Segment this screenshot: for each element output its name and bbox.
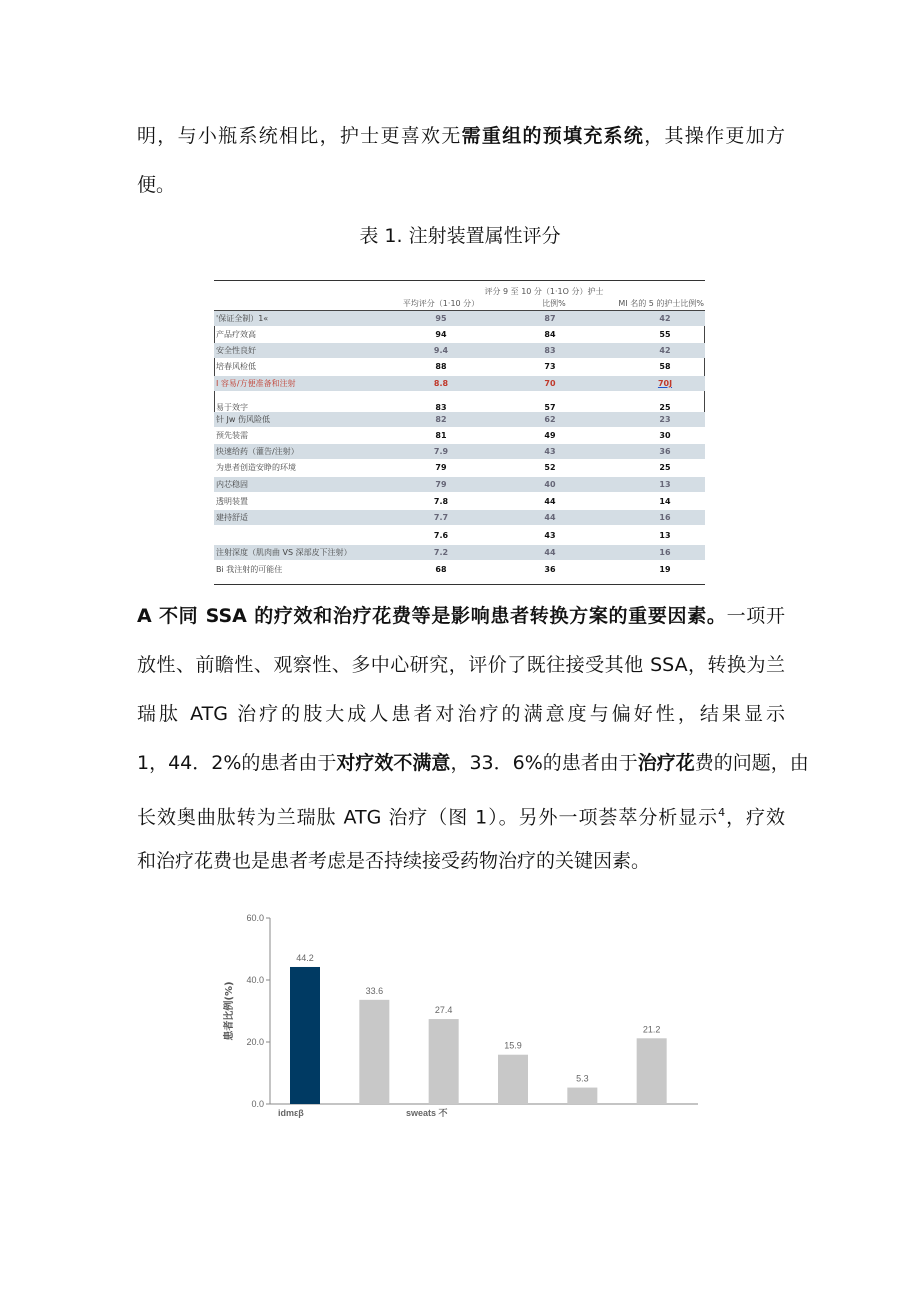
bar bbox=[637, 1038, 667, 1104]
y-tick-label: 40.0 bbox=[246, 975, 264, 985]
table-row bbox=[214, 343, 705, 358]
table-caption: 表 1. 注射装置属性评分 bbox=[359, 225, 561, 247]
body-line-3: 瑞肽 ATG 治疗的肢大成人患者对治疗的满意度与偏好性，结果显示 bbox=[137, 703, 785, 725]
body-line-6: 和治疗花费也是患者考虑是否持续接受药物治疗的关键因素。 bbox=[137, 850, 651, 872]
x-tick-label: sweats 不 bbox=[406, 1108, 448, 1118]
intro-paragraph bbox=[137, 112, 785, 210]
top5-ratio-value: 70J bbox=[657, 379, 673, 388]
bar-value-label: 33.6 bbox=[365, 985, 384, 996]
bar bbox=[290, 967, 320, 1104]
ratio-value: 40 bbox=[544, 480, 556, 489]
intro-text: 明，与小瓶系统相比，护士更喜欢无 bbox=[137, 125, 462, 147]
row-label: 产品疗效高 bbox=[216, 330, 256, 339]
row-label: 内芯稳固 bbox=[216, 480, 248, 489]
mean-score-value: 88 bbox=[435, 362, 447, 371]
ratio-value: 70 bbox=[544, 379, 556, 388]
body-line-4 bbox=[137, 739, 809, 788]
bar bbox=[498, 1055, 528, 1104]
row-label: I 容易/方便准备和注射 bbox=[216, 379, 296, 388]
mean-score-value: 83 bbox=[435, 403, 447, 412]
body-line-5 bbox=[137, 788, 785, 837]
row-label: 注射深度（肌肉曲 VS 深部皮下注射） bbox=[216, 548, 352, 557]
table-row bbox=[214, 376, 705, 391]
mean-score-value: 81 bbox=[435, 431, 447, 440]
attribute-table bbox=[214, 280, 705, 585]
top5-ratio-value: 19 bbox=[659, 565, 671, 574]
bar-chart-svg bbox=[210, 905, 710, 1118]
bar bbox=[429, 1019, 459, 1104]
table-row bbox=[214, 444, 705, 459]
mean-score-value: 7.8 bbox=[433, 497, 449, 506]
bar bbox=[359, 1000, 389, 1104]
top5-ratio-value: 58 bbox=[659, 362, 671, 371]
row-label: Bi 我注射的可能住 bbox=[216, 565, 283, 574]
table-row bbox=[214, 545, 705, 560]
ratio-value: 43 bbox=[544, 531, 556, 540]
top5-ratio-value: 42 bbox=[659, 346, 671, 355]
row-label: 预先装需 bbox=[216, 431, 248, 440]
mean-score-value: 7.7 bbox=[433, 513, 449, 522]
row-label: '保证全制）1« bbox=[216, 314, 269, 323]
footnote-ref: 4 bbox=[718, 806, 726, 819]
top5-ratio-value: 36 bbox=[659, 447, 671, 456]
ratio-value: 44 bbox=[544, 497, 556, 506]
ratio-value: 44 bbox=[544, 513, 556, 522]
y-tick-label: 60.0 bbox=[246, 913, 264, 923]
mean-score-value: 9.4 bbox=[433, 346, 449, 355]
mean-score-value: 94 bbox=[435, 330, 447, 339]
top5-ratio-value: 13 bbox=[659, 531, 671, 540]
header-ratio: 比例% bbox=[542, 299, 566, 308]
body-text: 长效奥曲肽转为兰瑞肽 ATG 治疗（图 1）。另外一项荟萃分析显示 bbox=[137, 806, 719, 829]
mean-score-value: 82 bbox=[435, 415, 447, 424]
row-label: 透明装置 bbox=[216, 497, 248, 506]
mean-score-value: 7.9 bbox=[433, 447, 449, 456]
table-row bbox=[214, 528, 705, 543]
header-top5-ratio: MI 名的 5 的护士比例% bbox=[618, 299, 704, 308]
header-group-label: 评分 9 至 10 分（1·1O 分）护士 bbox=[484, 287, 604, 296]
top5-ratio-value: 16 bbox=[659, 513, 671, 522]
body-bold: 对疗效不满意 bbox=[336, 752, 451, 774]
top5-ratio-value: 42 bbox=[659, 314, 671, 323]
ratio-value: 44 bbox=[544, 548, 556, 557]
table-row bbox=[214, 562, 705, 577]
header-mean-score: 平均评分（1·10 分） bbox=[402, 299, 480, 308]
top5-ratio-value: 25 bbox=[659, 463, 671, 472]
top5-ratio-value: 25 bbox=[659, 403, 671, 412]
top5-ratio-value: 55 bbox=[659, 330, 671, 339]
ratio-value: 62 bbox=[544, 415, 556, 424]
y-axis-label: 患者比例(%) bbox=[224, 981, 235, 1041]
mean-score-value: 7.6 bbox=[433, 531, 449, 540]
body-text: ，33．6%的患者由于 bbox=[450, 752, 638, 774]
y-tick-label: 20.0 bbox=[246, 1037, 264, 1047]
ratio-value: 73 bbox=[544, 362, 556, 371]
table-row bbox=[214, 494, 705, 509]
ratio-value: 84 bbox=[544, 330, 556, 339]
bar-value-label: 44.2 bbox=[296, 952, 314, 963]
top5-ratio-value: 13 bbox=[659, 480, 671, 489]
mean-score-value: 7.2 bbox=[433, 548, 449, 557]
row-label: 易于效字 bbox=[216, 403, 248, 412]
ratio-value: 43 bbox=[544, 447, 556, 456]
mean-score-value: 8.8 bbox=[433, 379, 449, 388]
bar-chart bbox=[210, 905, 710, 1118]
mean-score-value: 79 bbox=[435, 463, 447, 472]
mean-score-value: 95 bbox=[435, 314, 447, 323]
body-text: ，疗效 bbox=[725, 806, 785, 829]
table-row bbox=[214, 412, 705, 427]
table-row bbox=[214, 428, 705, 443]
row-label: 培春风检低 bbox=[216, 362, 256, 371]
row-label: 安全性良好 bbox=[216, 346, 256, 355]
intro-text: ，其操作更加方 bbox=[644, 125, 785, 147]
ratio-value: 57 bbox=[544, 403, 556, 412]
body-bold: 治疗花 bbox=[637, 752, 695, 774]
table-bottom-rule bbox=[214, 584, 705, 585]
body-paragraph bbox=[137, 592, 809, 886]
top5-ratio-value: 23 bbox=[659, 415, 671, 424]
top5-ratio-value: 30 bbox=[659, 431, 671, 440]
table-row bbox=[214, 359, 705, 374]
body-bold: A 不同 SSA 的疗效和治疗花费等是影响患者转换方案的重要因素。 bbox=[137, 605, 727, 627]
top5-ratio-value: 14 bbox=[659, 497, 671, 506]
ratio-value: 52 bbox=[544, 463, 556, 472]
table-row bbox=[214, 311, 705, 326]
y-tick-label: 0.0 bbox=[251, 1099, 264, 1109]
table-row bbox=[214, 477, 705, 492]
body-text: 费的问题，由 bbox=[694, 752, 809, 774]
mean-score-value: 79 bbox=[435, 480, 447, 489]
top5-ratio-value: 16 bbox=[659, 548, 671, 557]
bar-value-label: 15.9 bbox=[504, 1040, 522, 1051]
row-label: 为患者创造安睁的环境 bbox=[216, 463, 296, 472]
table-row bbox=[214, 460, 705, 475]
ratio-value: 87 bbox=[544, 314, 556, 323]
body-line-1 bbox=[137, 592, 785, 641]
ratio-value: 49 bbox=[544, 431, 556, 440]
intro-bold: 需重组的预填充系统 bbox=[461, 125, 645, 147]
body-text: 1，44．2%的患者由于 bbox=[137, 752, 337, 774]
row-label: 快速给药（灌告/注射） bbox=[216, 447, 299, 456]
bar bbox=[567, 1088, 597, 1104]
ratio-value: 83 bbox=[544, 346, 556, 355]
bar-value-label: 27.4 bbox=[434, 1005, 453, 1016]
body-text: 一项开 bbox=[726, 605, 785, 627]
bar-value-label: 21.2 bbox=[642, 1024, 661, 1035]
table-top-rule bbox=[214, 280, 705, 281]
bar-value-label: 5.3 bbox=[576, 1073, 589, 1084]
body-line-2: 放性、前瞻性、观察性、多中心研究，评价了既往接受其他 SSA，转换为兰 bbox=[137, 654, 785, 676]
intro-line-1 bbox=[137, 112, 785, 161]
mean-score-value: 68 bbox=[435, 565, 447, 574]
x-tick-label: idmεβ bbox=[278, 1108, 304, 1118]
ratio-value: 36 bbox=[544, 565, 556, 574]
table-row bbox=[214, 327, 705, 342]
intro-line-2: 便。 bbox=[137, 174, 176, 196]
row-label: 针 Jw 伤风险低 bbox=[216, 415, 270, 424]
table-header bbox=[214, 286, 705, 310]
row-label: 建持舒适 bbox=[216, 513, 248, 522]
table-row bbox=[214, 510, 705, 525]
